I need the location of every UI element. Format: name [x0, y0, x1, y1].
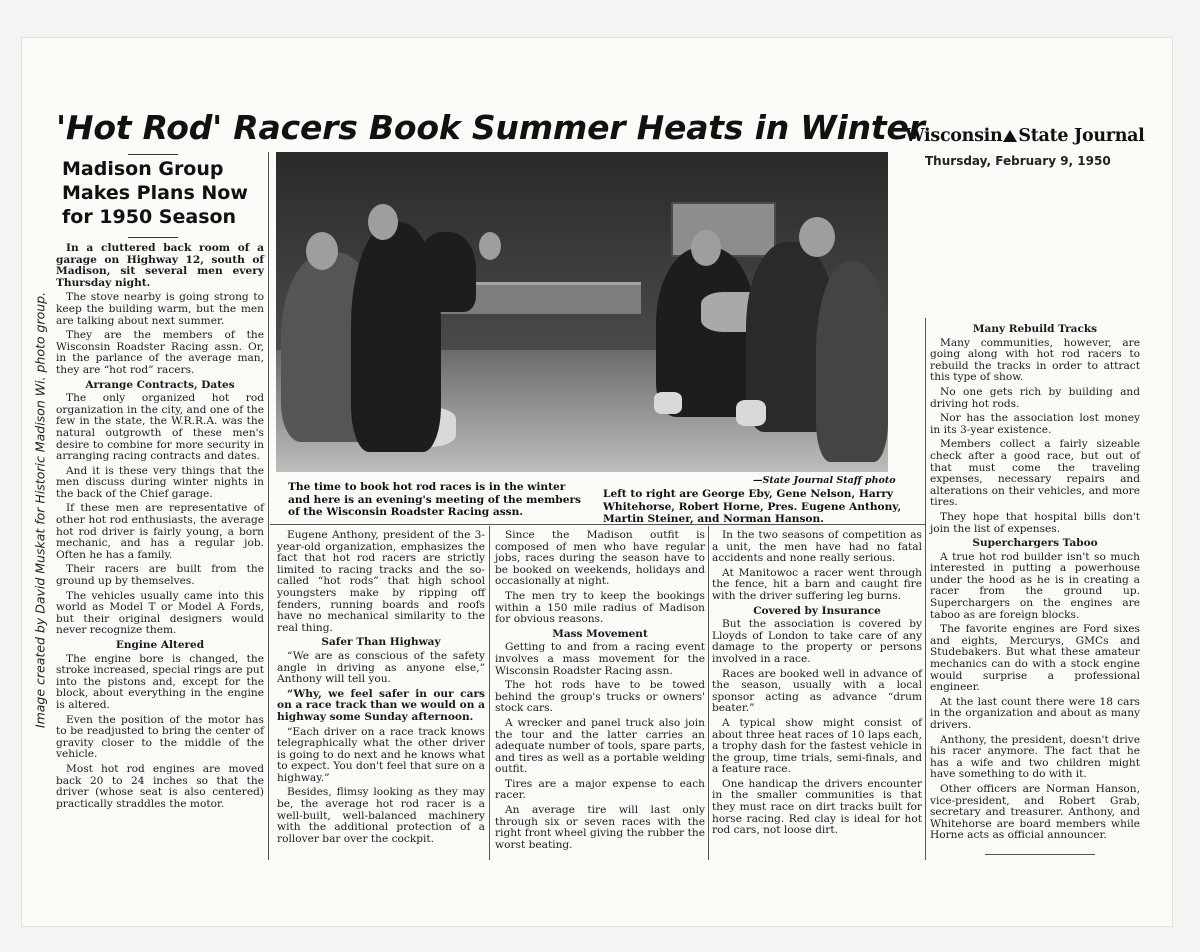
meeting-photo: [276, 152, 888, 472]
photo-head: [799, 217, 835, 257]
article-column-2: Eugene Anthony, president of the 3-year-old organization, emphasizes the fact that hot rod racers are strictly limited to racing tracks and the so-called “hot rods” that high school youngsters make by ripping off fenders, running boards and roofs have no mechanical similarity to the real thing. Safer Than Highway “We are as conscious of the safety angle in driving as anyone else,” Anthony will tell you. “Why, we feel safer in our cars on a race track than we would on a highway some Sunday afternoon. “Each driver on a race track knows telegraphically what the other driver is going to do next and he knows what to expect. You don't feel that sure on a highway.” Besides, flimsy looking as they may be, the average hot rod racer is a well-built, well-balanced machinery with the additional protection of a rollover bar over the cockpit.: [277, 529, 485, 845]
photo-head: [368, 204, 398, 240]
article-column-3: Since the Madison outfit is composed of men who have regular jobs, races during the season have to be booked on weekends, holidays and occasionally at night. The men try to keep the bookings within a 150 mile radius of Madison for obvious reasons. Mass Movement Getting to and from a racing event involves a mass movement for the Wisconsin Roadster Racing assn. The hot rods have to be towed behind the group's trucks or owners' stock cars. A wrecker and panel truck also join the tour and the latter carries an adequate number of tools, spare parts, and tires as well as a portable welding outfit. Tires are a major expense to each racer. An average tire will last only through six or seven races with the right front wheel giving the rubber the worst beating.: [495, 529, 705, 851]
column-rule: [489, 526, 490, 860]
capitol-dome-icon: [1003, 130, 1017, 142]
column-rule: [708, 526, 709, 860]
headline: 'Hot Rod' Racers Book Summer Heats in Winter: [56, 108, 925, 147]
masthead: Wisconsin State Journal: [905, 126, 1145, 146]
column-rule: [268, 152, 269, 860]
photo-shoe: [654, 392, 682, 414]
photo-caption: The time to book hot rod races is in the winter and here is an evening's meeting of the members of the Wisconsin Roadster Racing assn.: [288, 481, 582, 518]
subhead-rule-bottom: [128, 237, 178, 238]
dateline: Thursday, February 9, 1950: [925, 154, 1111, 168]
photo-names-caption: Left to right are George Eby, Gene Nelson, Harry Whitehorse, Robert Horne, Pres. Eugene Anthony, Martin Steiner, and Norman Hanson.: [603, 488, 902, 525]
photo-group-credit: Image created by David Muskat for Historic Madison Wi. photo group.: [32, 291, 48, 729]
column-rule: [925, 318, 926, 860]
photo-credit: —State Journal Staff photo: [753, 475, 896, 486]
subheadline: Madison Group Makes Plans Now for 1950 Season: [62, 158, 248, 228]
photo-head: [479, 232, 501, 260]
article-column-4: In the two seasons of competition as a unit, the men have had no fatal accidents and none really serious. At Manitowoc a racer went through the fence, hit a barn and caught fire with the driver suffering leg burns. Covered by Insurance But the association is covered by Lloyds of London to take care of any damage to the property or persons involved in a race. Races are booked well in advance of the season, usually with a local sponsor acting as advance “drum beater.” A typical show might consist of about three heat races of 10 laps each, a trophy dash for the fastest vehicle in the group, time trials, semi-finals, and a feature race. One handicap the drivers encounter in the smaller communities is that they must race on dirt tracks built for horse racing. Red clay is ideal for hot rod cars, not loose dirt.: [712, 529, 922, 837]
caption-rule: [270, 524, 925, 525]
photo-window: [671, 202, 776, 257]
photo-figure: [816, 262, 888, 462]
photo-figure: [416, 232, 476, 312]
photo-shoe: [736, 400, 766, 426]
photo-head: [306, 232, 338, 270]
article-column-1: In a cluttered back room of a garage on Highway 12, south of Madison, sit several men every Thursday night. The stove nearby is going strong to keep the building warm, but the men are talking about next summer. They are the members of the Wisconsin Roadster Racing assn. Or, in the parlance of the average man, they are “hot rod” racers. Arrange Contracts, Dates The only organized hot rod organization in the city, and one of the few in the state, the W.R.R.A. was the natural outgrowth of these men's desire to combine for more security in arranging racing contracts and dates. And it is these very things that the men discuss during winter nights in the back of the Chief garage. If these men are representative of other hot rod enthusiasts, the average hot rod driver is fairly young, a born mechanic, and has a regular job. Often he has a family. Their racers are built from the ground up by themselves. The vehicles usually came into this world as Model T or Model A Fords, but their original designers would never recognize them. Engine Altered The engine bore is changed, the stroke increased, special rings are put into the pistons and, except for the block, about everything in the engine is altered. Even the position of the motor has to be readjusted to bring the center of gravity closer to the middle of the vehicle. Most hot rod engines are moved back 20 to 24 inches so that the driver (whose seat is also centered) practically straddles the motor.: [56, 242, 264, 810]
photo-head: [691, 230, 721, 266]
article-column-5: Many Rebuild Tracks Many communities, however, are going along with hot rod racers to rebuild the tracks in order to attract this type of show. No one gets rich by building and driving hot rods. Nor has the association lost money in its 3-year existence. Members collect a fairly sizeable check after a good race, but out of that must come the traveling expenses, necessary repairs and alterations on their vehicles, and more tires. They hope that hospital bills don't join the list of expenses. Superchargers Taboo A true hot rod builder isn't so much interested in putting a powerhouse under the hood as he is in creating a racer from the ground up. Superchargers on the engines are taboo as are foreign blocks. The favorite engines are Ford sixes and eights, Mercurys, GMCs and Studebakers. But what these amateur mechanics can do with a stock engine would surprise a professional engineer. At the last count there were 18 cars in the organization and about as many drivers. Anthony, the president, doesn't drive his racer anymore. The fact that he has a wife and two children might have something to do with it. Other officers are Norman Hanson, vice-president, and Robert Grab, secretary and treasurer. Anthony, and Whitehorse are board members while Horne acts as official announcer.: [930, 323, 1140, 842]
end-rule: [985, 854, 1095, 855]
subhead-rule-top: [128, 154, 178, 155]
